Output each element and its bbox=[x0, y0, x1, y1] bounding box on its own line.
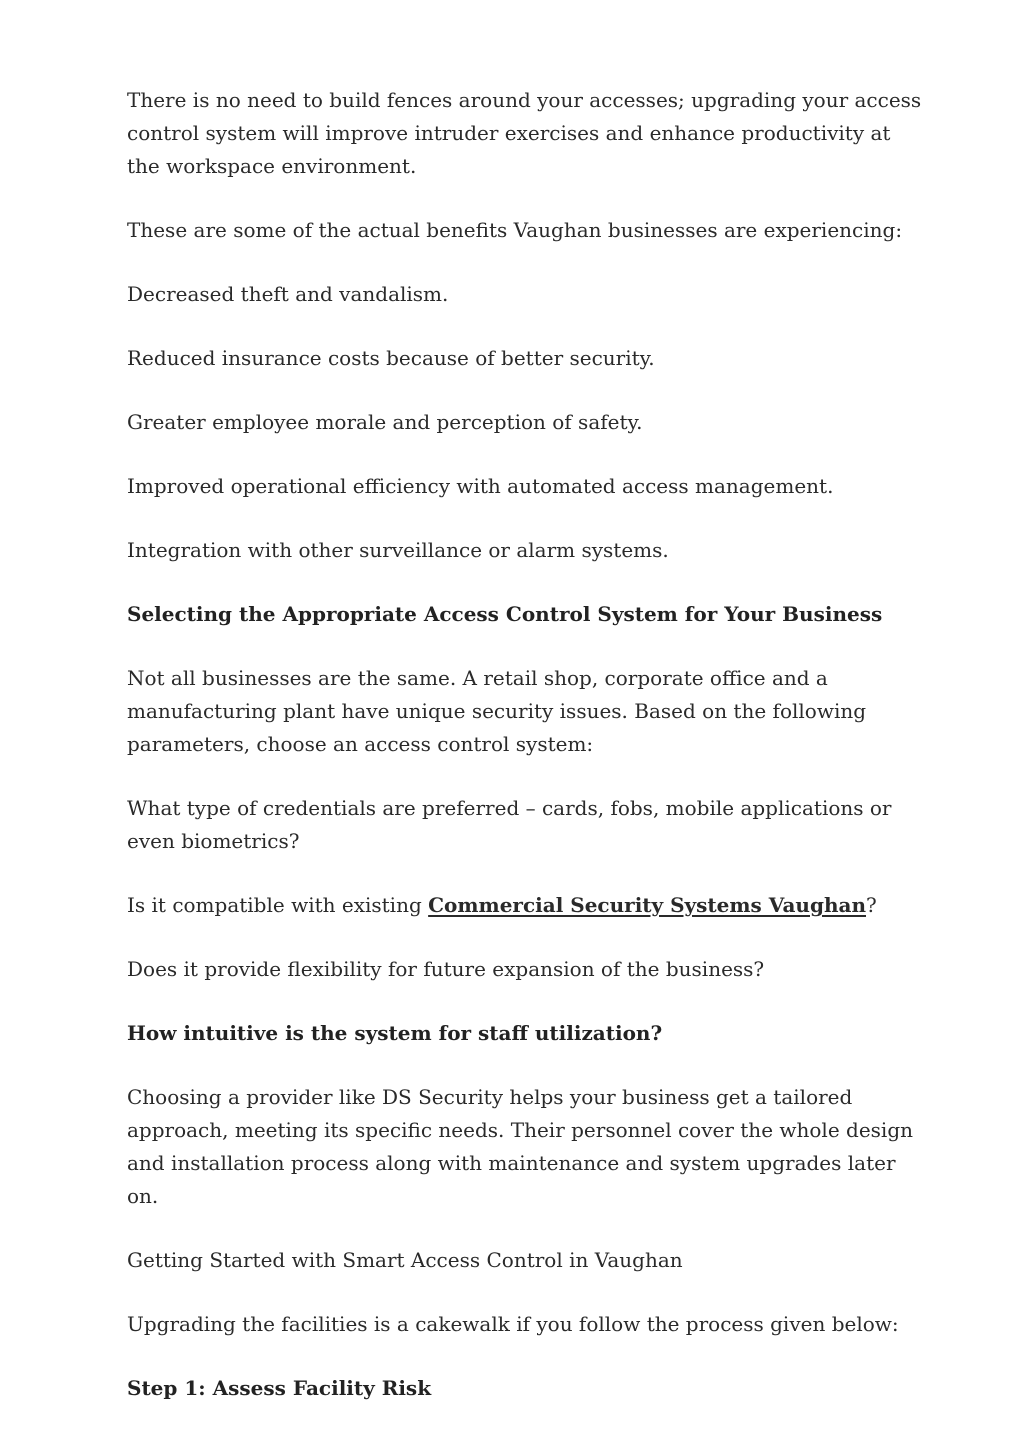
section-heading-intuitive: How intuitive is the system for staff utilization? bbox=[127, 1021, 663, 1045]
benefits-intro: These are some of the actual benefits Vaughan businesses are experiencing: bbox=[127, 218, 903, 242]
step-1-heading: Step 1: Assess Facility Risk bbox=[127, 1376, 432, 1400]
flexibility-question: Does it provide flexibility for future expansion of the business? bbox=[127, 957, 765, 981]
benefit-item: Improved operational efficiency with automated access management. bbox=[127, 474, 834, 498]
process-intro: Upgrading the facilities is a cakewalk if you follow the process given below: bbox=[127, 1312, 899, 1336]
section-heading-selecting: Selecting the Appropriate Access Control System for Your Business bbox=[127, 602, 883, 626]
compatibility-question bbox=[127, 889, 927, 922]
commercial-security-systems-link[interactable]: Commercial Security Systems Vaughan bbox=[428, 893, 866, 917]
compatibility-question-suffix: ? bbox=[866, 893, 877, 917]
getting-started-line: Getting Started with Smart Access Control in Vaughan bbox=[127, 1248, 683, 1272]
benefit-item: Integration with other surveillance or alarm systems. bbox=[127, 538, 669, 562]
credentials-question: What type of credentials are preferred – cards, fobs, mobile applications or even biometrics? bbox=[127, 796, 892, 853]
compatibility-question-prefix: Is it compatible with existing bbox=[127, 893, 429, 917]
benefit-item: Decreased theft and vandalism. bbox=[127, 282, 449, 306]
benefit-item: Reduced insurance costs because of better security. bbox=[127, 346, 655, 370]
intro-paragraph: There is no need to build fences around your accesses; upgrading your access control system will improve intruder exercises and enhance productivity at the workspace environment. bbox=[127, 88, 922, 178]
selection-paragraph: Not all businesses are the same. A retail shop, corporate office and a manufacturing plant have unique security issues. Based on the following parameters, choose an access control system: bbox=[127, 666, 867, 756]
provider-paragraph: Choosing a provider like DS Security helps your business get a tailored approach, meeting its specific needs. Their personnel cover the whole design and installation process along with maintenance and system upgrades later on. bbox=[127, 1085, 913, 1208]
article-body bbox=[127, 84, 927, 1436]
benefit-item: Greater employee morale and perception of safety. bbox=[127, 410, 643, 434]
